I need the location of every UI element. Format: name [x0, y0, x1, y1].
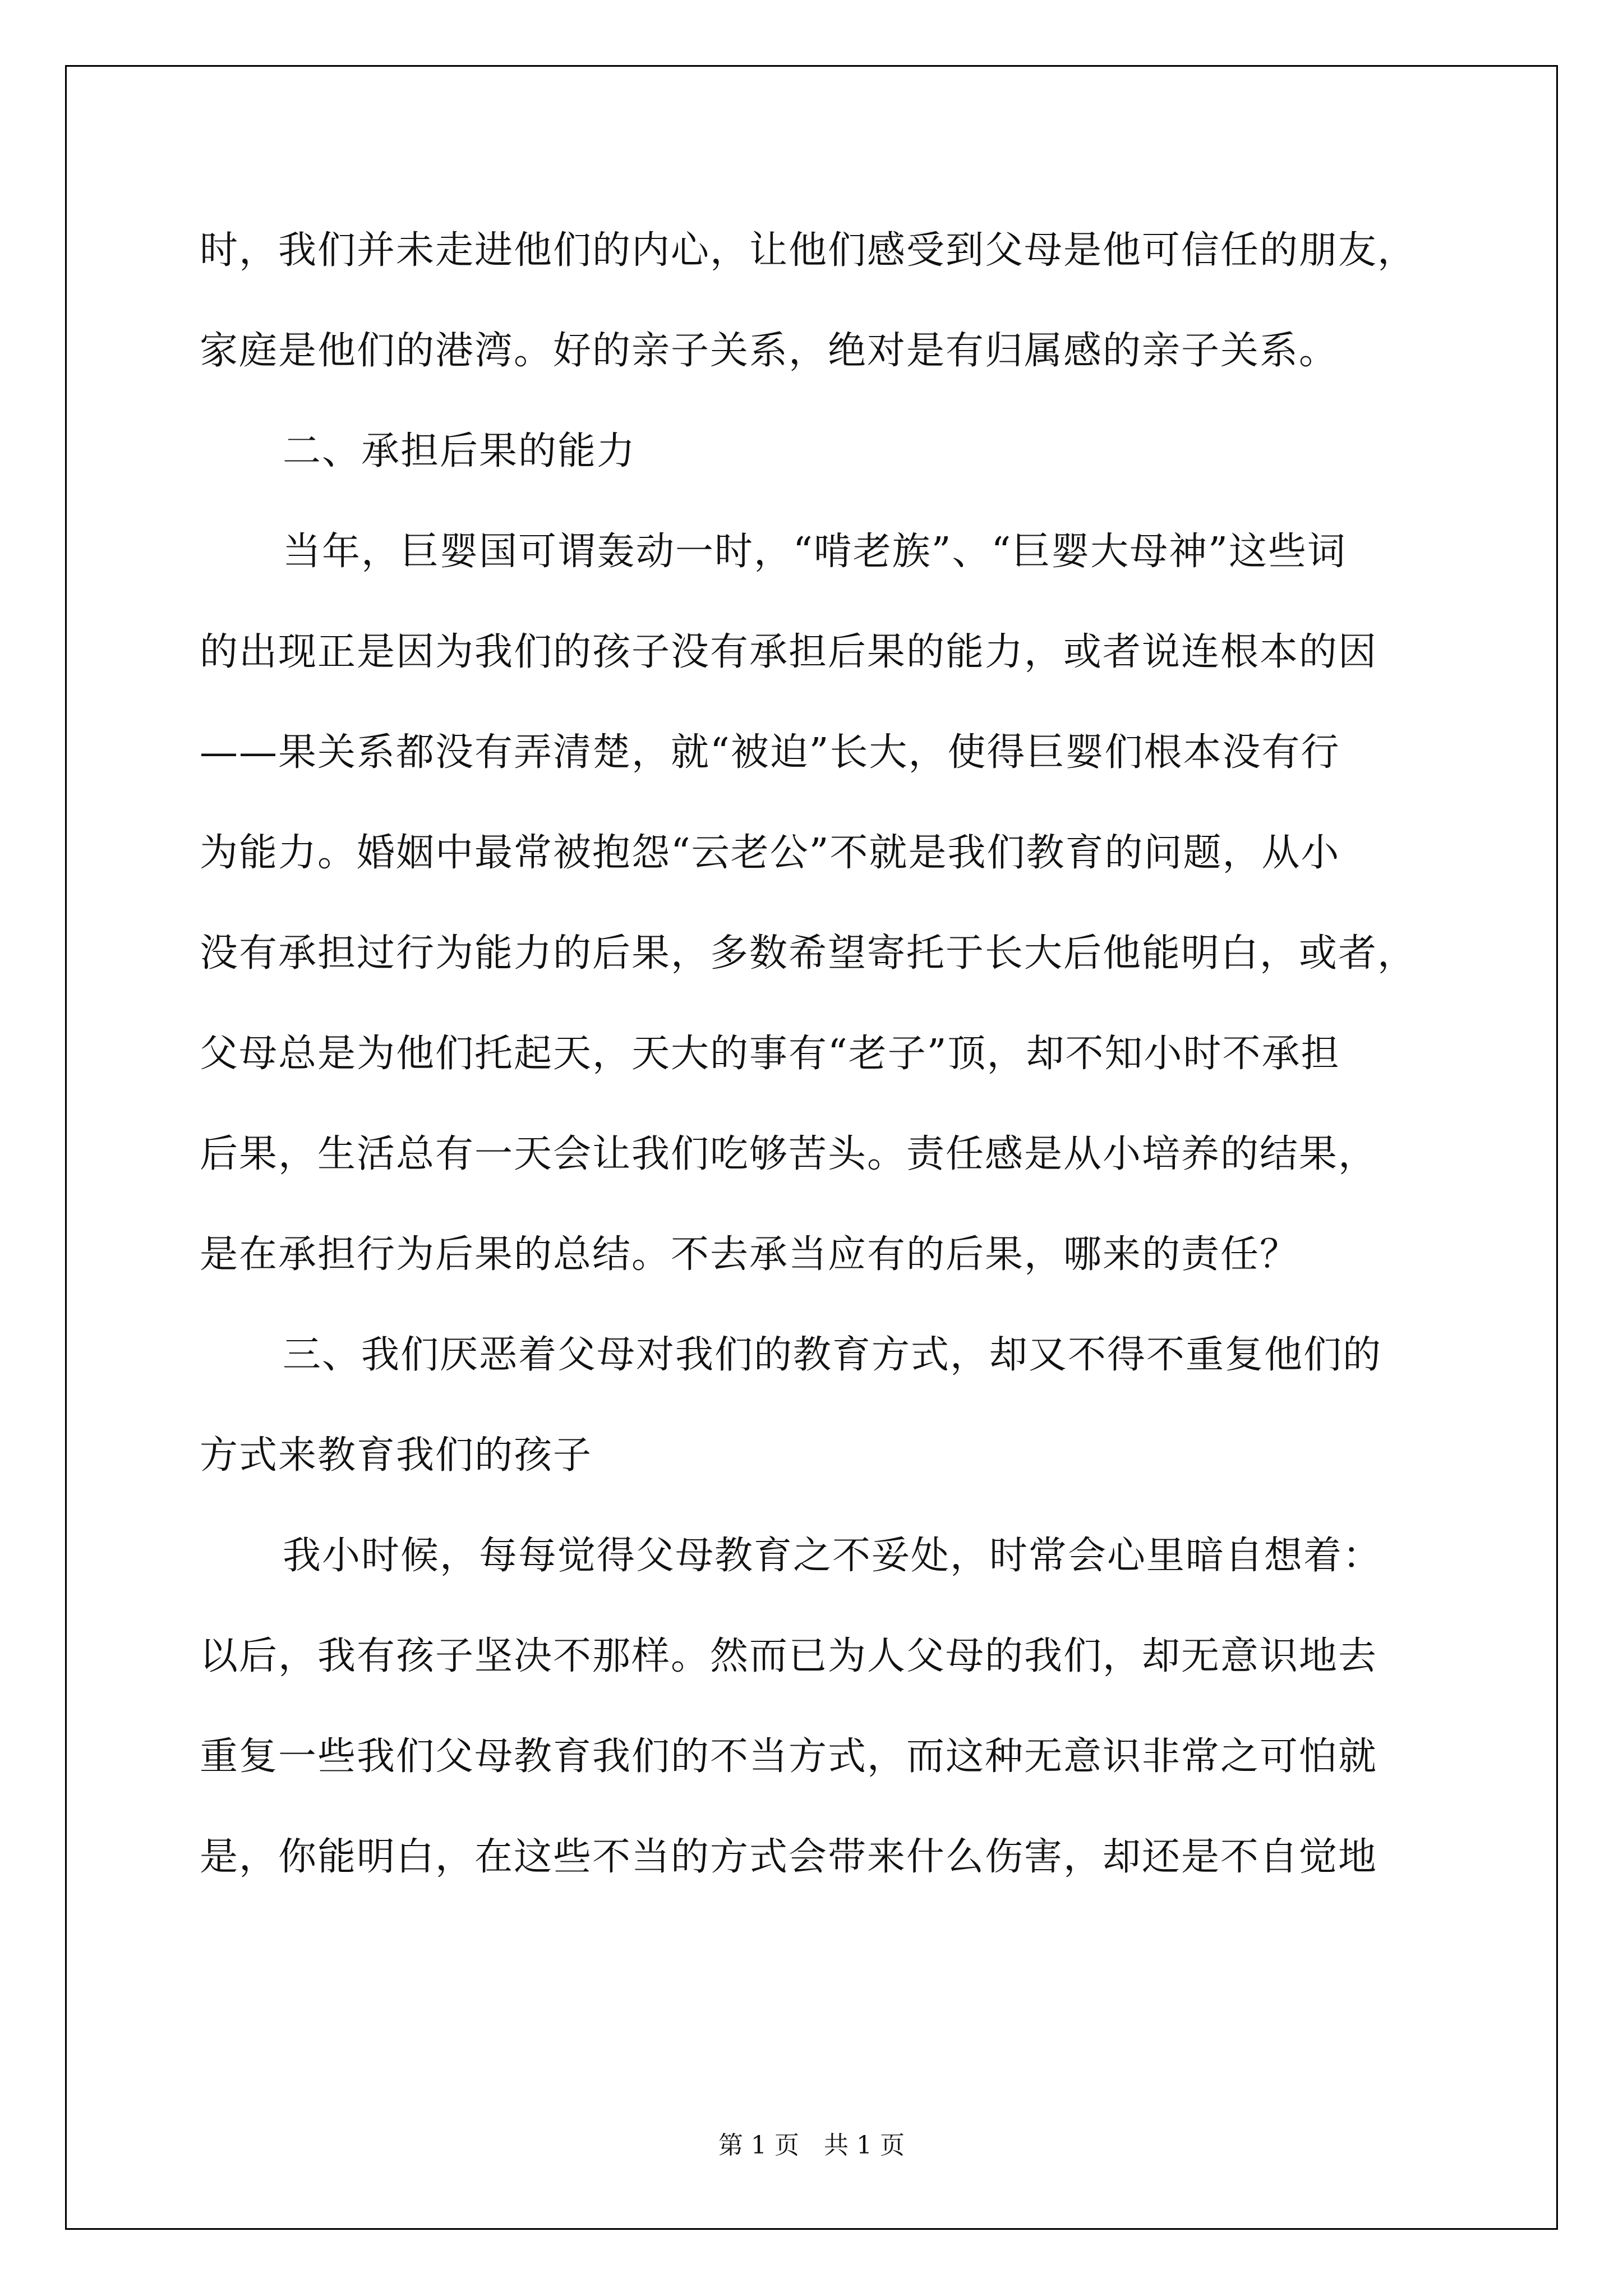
- paragraph-line: 是，你能明白，在这些不当的方式会带来什么伤害，却还是不自觉地: [200, 1835, 1378, 1879]
- paragraph-line: 我小时候，每每觉得父母教育之不妥处，时常会心里暗自想着：: [283, 1534, 1382, 1578]
- paragraph-line: 当年，巨婴国可谓轰动一时，“啃老族”、“巨婴大母神”这些词: [283, 530, 1347, 574]
- paragraph-line: ——果关系都没有弄清楚，就“被迫”长大，使得巨婴们根本没有行: [200, 730, 1340, 775]
- section-heading: 三、我们厌恶着父母对我们的教育方式，却又不得不重复他们的: [283, 1333, 1382, 1377]
- section-heading: 二、承担后果的能力: [283, 429, 637, 473]
- paragraph-line: 时，我们并未走进他们的内心，让他们感受到父母是他可信任的朋友，: [200, 228, 1417, 273]
- paragraph-line: 的出现正是因为我们的孩子没有承担后果的能力，或者说连根本的因: [200, 630, 1378, 674]
- paragraph-line: 父母总是为他们托起天，天大的事有“老子”顶，却不知小时不承担: [200, 1032, 1340, 1076]
- page-footer: 第 1 页 共 1 页: [718, 2131, 905, 2160]
- paragraph-line: 为能力。婚姻中最常被抱怨“云老公”不就是我们教育的问题，从小: [200, 831, 1340, 875]
- section-heading: 方式来教育我们的孩子: [200, 1433, 593, 1478]
- paragraph-line: 是在承担行为后果的总结。不去承当应有的后果，哪来的责任？: [200, 1232, 1299, 1277]
- paragraph-line: 没有承担过行为能力的后果，多数希望寄托于长大后他能明白，或者，: [200, 931, 1417, 976]
- paragraph-line: 重复一些我们父母教育我们的不当方式，而这种无意识非常之可怕就: [200, 1734, 1378, 1779]
- paragraph-line: 后果，生活总有一天会让我们吃够苦头。责任感是从小培养的结果，: [200, 1132, 1378, 1176]
- paragraph-line: 家庭是他们的港湾。好的亲子关系，绝对是有归属感的亲子关系。: [200, 329, 1339, 373]
- paragraph-line: 以后，我有孩子坚决不那样。然而已为人父母的我们，却无意识地去: [200, 1634, 1378, 1678]
